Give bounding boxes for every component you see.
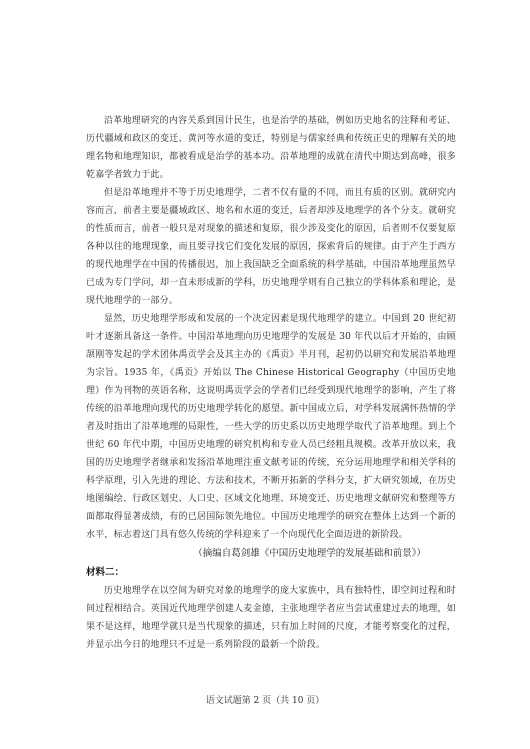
page-footer: 语文试题第 2 页（共 10 页）	[205, 696, 325, 706]
material-2-heading: 材料二：	[86, 567, 125, 578]
paragraph-3: 显然，历史地理学形成和发展的一个决定因素是现代地理学的建立。中国到 20 世纪初叶才逐渐具备这一条件。中国沿革地理向历史地理学的发展是 30 年代以后才开始的，由顾颉刚等发起的学术团体禹贡学会及其主办的《禹贡》半月刊，起初仍以研究和发展沿革地理为宗旨。1935 年，《禹贡》开始以 The Chinese Historical Geography（中国历史地理）作为刊物的英语名称，这说明禹贡学会的学者们已经受到现代地理学的影响，产生了将传统的沿革地理向现代的历史地理学转化的愿望。新中国成立后，对学科发展满怀热情的学者及时指出了沿革地理的局限性，一些大学的历史系以历史地理学取代了沿革地理。到上个世纪 60 年代中期，中国历史地理的研究机构和专业人员已经粗具规模。改革开放以来，我国的历史地理学者继承和发扬沿革地理注重文献考证的传统，充分运用地理学和相关学科的科学原理，引入先进的理论、方法和技术，不断开拓新的学科分支，扩大研究领域，在历史地图编绘、行政区划史、人口史、区域文化地理、环境变迁、历史地理文献研究和整理等方面都取得显著成绩，有的已居国际领先地位。中国历史地理学的研究在整体上达到一个新的水平，标志着这门具有悠久传统的学科迎来了一个向现代化全面迈进的新阶段。	[86, 314, 456, 540]
paragraph-2: 但是沿革地理并不等于历史地理学，二者不仅有量的不同，而且有质的区别。就研究内容而言，前者主要是疆域政区、地名和水道的变迁，后者却涉及地理学的各个分支。就研究的性质而言，前者一般只是对现象的描述和复原，很少涉及变化的原因，后者则不仅要复原各种以往的地理现象，而且要寻找它们变化发展的原因，探索背后的规律。由于产生于西方的现代地理学在中国的传播很迟，加上我国缺乏全面系统的科学基础，中国沿革地理虽然早已成为专门学问，却一直未形成新的学科，历史地理学则有自己独立的学科体系和理论，是现代地理学的一部分。	[86, 188, 456, 306]
material-1-text	[86, 112, 456, 544]
source-citation: （摘编自葛剑雄《中国历史地理学的发展基础和前景》）	[193, 548, 426, 559]
material-2-text	[86, 582, 456, 654]
material-2-paragraph-1: 历史地理学在以空间为研究对象的地理学的庞大家族中，具有独特性，即空间过程和时间过程相结合。英国近代地理学创建人麦金德，主张地理学者应当尝试重建过去的地理，如果不是这样，地理学就只是当代现象的描述，只有加上时间的尺度，才能考察变化的过程，并显示出今日的地理只不过是一系列阶段的最新一个阶段。	[86, 586, 456, 650]
paragraph-1: 沿革地理研究的内容关系到国计民生，也是治学的基础，例如历史地名的注释和考证、历代疆域和政区的变迁、黄河等水道的变迁，特别是与儒家经典和传统正史的理解有关的地理名物和地理知识，都被看成是治学的基本功。沿革地理的成就在清代中期达到高峰，很多乾嘉学者致力于此。	[86, 116, 456, 180]
